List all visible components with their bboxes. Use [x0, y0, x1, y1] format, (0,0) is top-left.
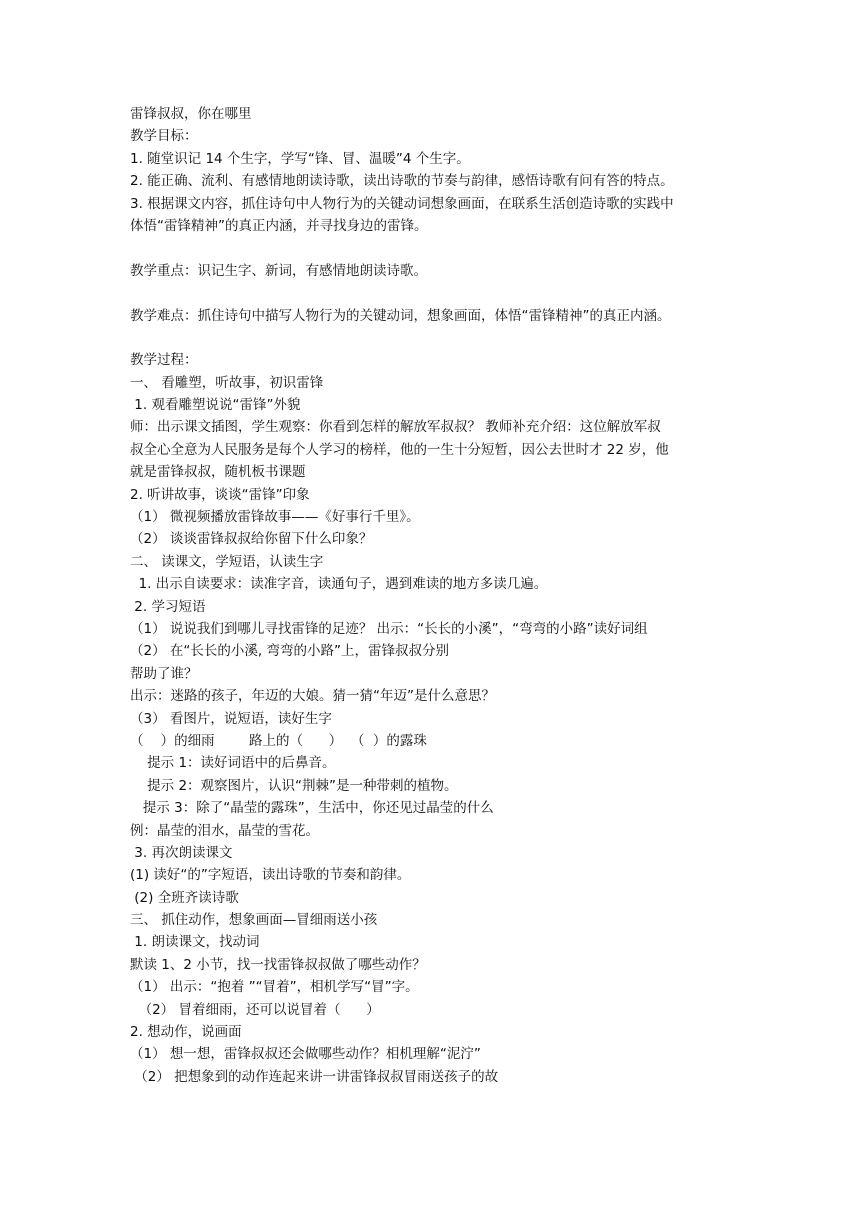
- section-1-item-2: 2. 听讲故事，谈谈“雷锋”印象: [130, 486, 310, 503]
- section-2-item-2-sub-2: （2） 在“长长的小溪, 弯弯的小路”上，雷锋叔叔分别: [130, 643, 449, 660]
- goals-heading: 教学目标：: [130, 128, 198, 145]
- section-3-item-1: 1. 朗读课文，找动词: [130, 934, 260, 951]
- section-3-heading: 三、 抓住动作，想象画面—冒细雨送小孩: [130, 912, 378, 929]
- section-3-item-2-sub-1: （1） 想一想，雷锋叔叔还会做哪些动作？相机理解“泥泞”: [130, 1046, 481, 1063]
- section-1-item-1-text-2: 叔全心全意为人民服务是每个人学习的榜样，他的一生十分短暂，因公去世时才 22 岁，他: [130, 441, 669, 458]
- blank-line: [130, 327, 740, 349]
- section-2-heading: 二、 读课文，学短语，认读生字: [130, 553, 324, 570]
- goal-3-line-2: 体悟“雷锋精神”的真正内涵，并寻找身边的雷锋。: [130, 217, 428, 234]
- section-2-item-2: 2. 学习短语: [130, 598, 206, 615]
- tip-2: 提示 2：观察图片，认识“荆棘”是一种带刺的植物。: [130, 777, 458, 794]
- section-2-item-2-sub-2-cont: 帮助了谁？: [130, 665, 198, 682]
- blank-line: [130, 237, 740, 259]
- key-points: 教学重点：识记生字、新词，有感情地朗读诗歌。: [130, 262, 427, 279]
- section-2-item-1: 1. 出示自读要求：读准字音，读通句子，遇到难读的地方多读几遍。: [130, 576, 548, 593]
- section-1-item-2-sub-1: （1） 微视频播放雷锋故事——《好事行千里》。: [130, 509, 420, 526]
- section-1-item-1-text-3: 就是雷锋叔叔，随机板书课题: [130, 464, 306, 481]
- document-title: 雷锋叔叔，你在哪里: [130, 106, 252, 122]
- document-body: [130, 103, 740, 1088]
- goal-1: 1. 随堂识记 14 个生字，学写“锋、冒、温暖”4 个生字。: [130, 150, 470, 167]
- section-2-item-3-sub-1: (1) 读好“的”字短语，读出诗歌的节奏和韵律。: [130, 867, 411, 884]
- section-1-item-2-sub-2: （2） 谈谈雷锋叔叔给你留下什么印象？: [130, 531, 373, 548]
- section-1-item-1-text-1: 师：出示课文插图，学生观察：你看到怎样的解放军叔叔？ 教师补充介绍：这位解放军叔: [130, 419, 661, 436]
- tip-3: 提示 3：除了“晶莹的露珠”，生活中，你还见过晶莹的什么: [130, 800, 494, 817]
- example: 例：晶莹的泪水，晶莹的雪花。: [130, 822, 319, 839]
- goal-3-line-1: 3. 根据课文内容，抓住诗句中人物行为的关键动词想象画面，在联系生活创造诗歌的实践中: [130, 195, 674, 212]
- section-3-item-1-text: 默读 1、2 小节，找一找雷锋叔叔做了哪些动作？: [130, 956, 426, 973]
- difficulty: 教学难点：抓住诗句中描写人物行为的关键动词，想象画面，体悟“雷锋精神”的真正内涵。: [130, 307, 671, 324]
- section-2-item-2-sub-3: （3） 看图片，说短语，读好生字: [130, 710, 332, 727]
- section-3-item-1-sub-2: （2） 冒着细雨，还可以说冒着（ ）: [130, 1001, 380, 1018]
- section-3-item-2: 2. 想动作，说画面: [130, 1024, 242, 1041]
- section-3-item-1-sub-1: （1） 出示：“抱着 ”“冒着”，相机学写“冒”字。: [130, 979, 419, 996]
- section-2-item-3: 3. 再次朗读课文: [130, 844, 233, 861]
- goal-2: 2. 能正确、流利、有感情地朗读诗歌，读出诗歌的节奏与韵律，感悟诗歌有问有答的特点。: [130, 173, 674, 190]
- section-2-item-3-sub-2: (2) 全班齐读诗歌: [130, 889, 239, 906]
- section-2-item-2-show: 出示：迷路的孩子，年迈的大娘。猜一猜“年迈”是什么意思？: [130, 688, 495, 705]
- section-3-item-2-sub-2: （2） 把想象到的动作连起来讲一讲雷锋叔叔冒雨送孩子的故: [130, 1068, 499, 1085]
- section-1-item-1: 1. 观看雕塑说说“雷锋”外貌: [130, 397, 301, 414]
- section-1-heading: 一、 看雕塑，听故事，初识雷锋: [130, 374, 324, 391]
- section-2-item-2-sub-1: （1） 说说我们到哪儿寻找雷锋的足迹？ 出示：“长长的小溪”，“弯弯的小路”读好词组: [130, 620, 648, 637]
- process-heading: 教学过程：: [130, 352, 198, 369]
- blank-line: [130, 282, 740, 304]
- tip-1: 提示 1：读好词语中的后鼻音。: [130, 755, 336, 772]
- fill-in-blanks: （ ）的细雨 路上的（ ） （ ）的露珠: [130, 732, 427, 749]
